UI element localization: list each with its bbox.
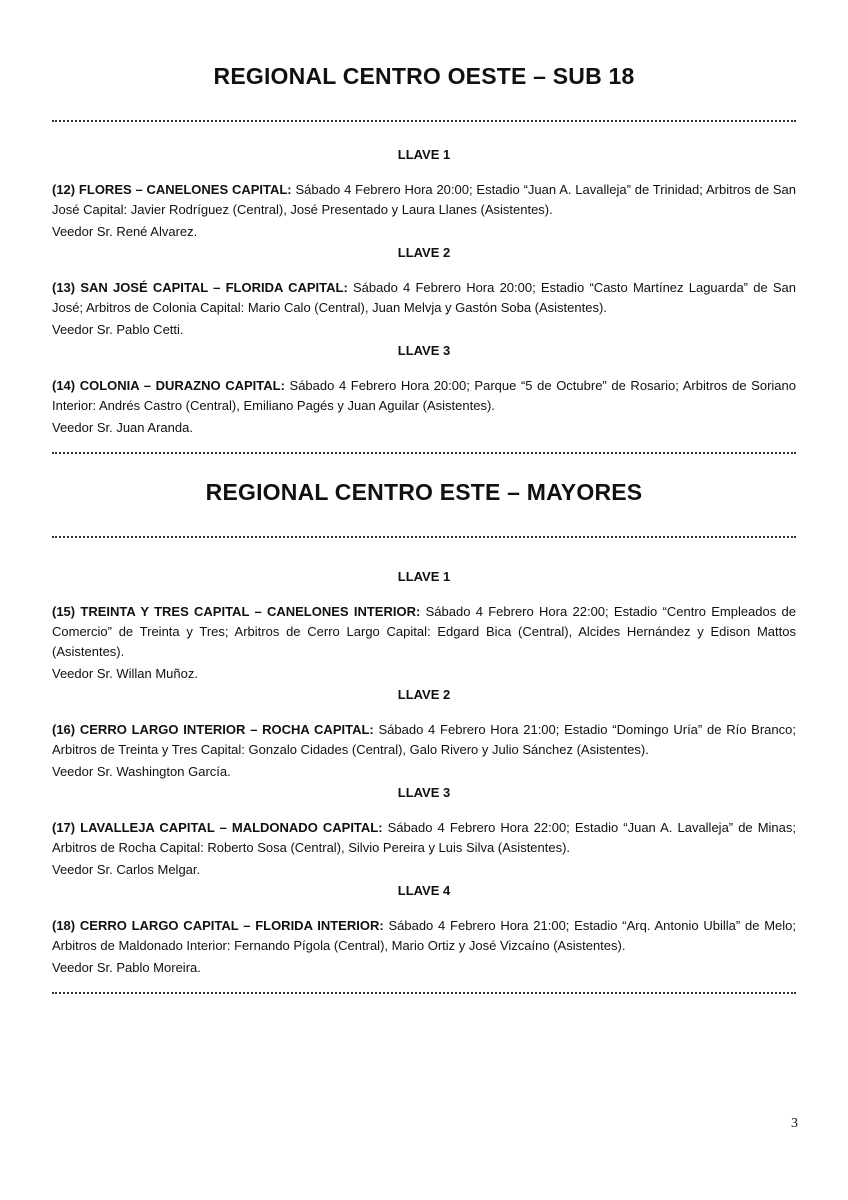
llave-block	[52, 784, 796, 880]
match-info: Sábado 4 Febrero Hora 20:00; Estadio “Casto Martínez Laguarda” de San José; Arbitros de Colonia Capital: Mario Calo (Central), Juan Melvja y Gastón Soba (Asistentes).	[52, 280, 797, 315]
llave-block	[52, 342, 796, 438]
llave-heading: LLAVE 1	[397, 147, 451, 162]
llave-heading: LLAVE 4	[397, 883, 451, 898]
llave-block	[52, 244, 796, 340]
match-info: Sábado 4 Febrero Hora 22:00; Estadio “Centro Empleados de Comercio” de Treinta y Tres; Arbitros de Cerro Largo Capital: Edgard Bica (Central), Alcides Hernández y Edison Mattos (Asistentes).	[52, 604, 796, 659]
match-details	[52, 602, 796, 662]
match-details	[52, 278, 796, 318]
llave-heading: LLAVE 1	[397, 569, 451, 584]
llave-block	[52, 686, 796, 782]
llave-block	[52, 146, 796, 242]
match-teams: (13) SAN JOSÉ CAPITAL – FLORIDA CAPITAL:	[52, 280, 348, 295]
dotted-divider	[52, 444, 796, 454]
veedor-line: Veedor Sr. Pablo Moreira.	[52, 960, 201, 975]
match-details	[52, 376, 796, 416]
section-title-centro-este: REGIONAL CENTRO ESTE – MAYORES	[205, 479, 643, 505]
match-teams: (12) FLORES – CANELONES CAPITAL:	[52, 182, 292, 197]
veedor-line: Veedor Sr. René Alvarez.	[52, 224, 198, 239]
match-info: Sábado 4 Febrero Hora 21:00; Estadio “Arq. Antonio Ubilla” de Melo; Arbitros de Maldonado Interior: Fernando Pígola (Central), Mario Ortiz y José Vizcaíno (Asistentes).	[52, 918, 796, 953]
match-info: Sábado 4 Febrero Hora 21:00; Estadio “Domingo Uría” de Río Branco; Arbitros de Treinta y Tres Capital: Gonzalo Cidades (Central), Galo Rivero y Julio Sánchez (Asistentes).	[52, 722, 796, 757]
dotted-divider	[52, 112, 796, 122]
llave-heading: LLAVE 2	[397, 687, 451, 702]
dotted-divider	[52, 528, 796, 538]
section-title-centro-oeste: REGIONAL CENTRO OESTE – SUB 18	[213, 63, 635, 89]
llave-heading: LLAVE 2	[397, 245, 451, 260]
veedor-line: Veedor Sr. Washington García.	[52, 764, 231, 779]
veedor-line: Veedor Sr. Juan Aranda.	[52, 420, 193, 435]
match-teams: (18) CERRO LARGO CAPITAL – FLORIDA INTERIOR:	[52, 918, 384, 933]
match-info: Sábado 4 Febrero Hora 20:00; Estadio “Juan A. Lavalleja” de Trinidad; Arbitros de San José Capital: Javier Rodríguez (Central), José Presentado y Laura Llanes (Asistentes).	[52, 182, 796, 217]
match-teams: (16) CERRO LARGO INTERIOR – ROCHA CAPITAL:	[52, 722, 374, 737]
match-details	[52, 818, 796, 858]
match-details	[52, 916, 796, 956]
match-info: Sábado 4 Febrero Hora 22:00; Estadio “Juan A. Lavalleja” de Minas; Arbitros de Rocha Capital: Roberto Sosa (Central), Silvio Pereira y Luis Silva (Asistentes).	[52, 820, 796, 855]
llave-block	[52, 882, 796, 978]
llave-heading: LLAVE 3	[397, 785, 451, 800]
match-info: Sábado 4 Febrero Hora 20:00; Parque “5 de Octubre” de Rosario; Arbitros de Soriano Interior: Andrés Castro (Central), Emiliano Pagés y Juan Aguilar (Asistentes).	[52, 378, 796, 413]
veedor-line: Veedor Sr. Pablo Cetti.	[52, 322, 184, 337]
match-teams: (17) LAVALLEJA CAPITAL – MALDONADO CAPITAL:	[52, 820, 383, 835]
llave-heading: LLAVE 3	[397, 343, 451, 358]
match-details	[52, 180, 796, 220]
match-teams: (14) COLONIA – DURAZNO CAPITAL:	[52, 378, 285, 393]
page-number: 3	[791, 1116, 798, 1131]
match-details	[52, 720, 796, 760]
llave-block	[52, 568, 796, 684]
veedor-line: Veedor Sr. Willan Muñoz.	[52, 666, 198, 681]
veedor-line: Veedor Sr. Carlos Melgar.	[52, 862, 201, 877]
dotted-divider	[52, 984, 796, 994]
match-teams: (15) TREINTA Y TRES CAPITAL – CANELONES INTERIOR:	[52, 604, 421, 619]
